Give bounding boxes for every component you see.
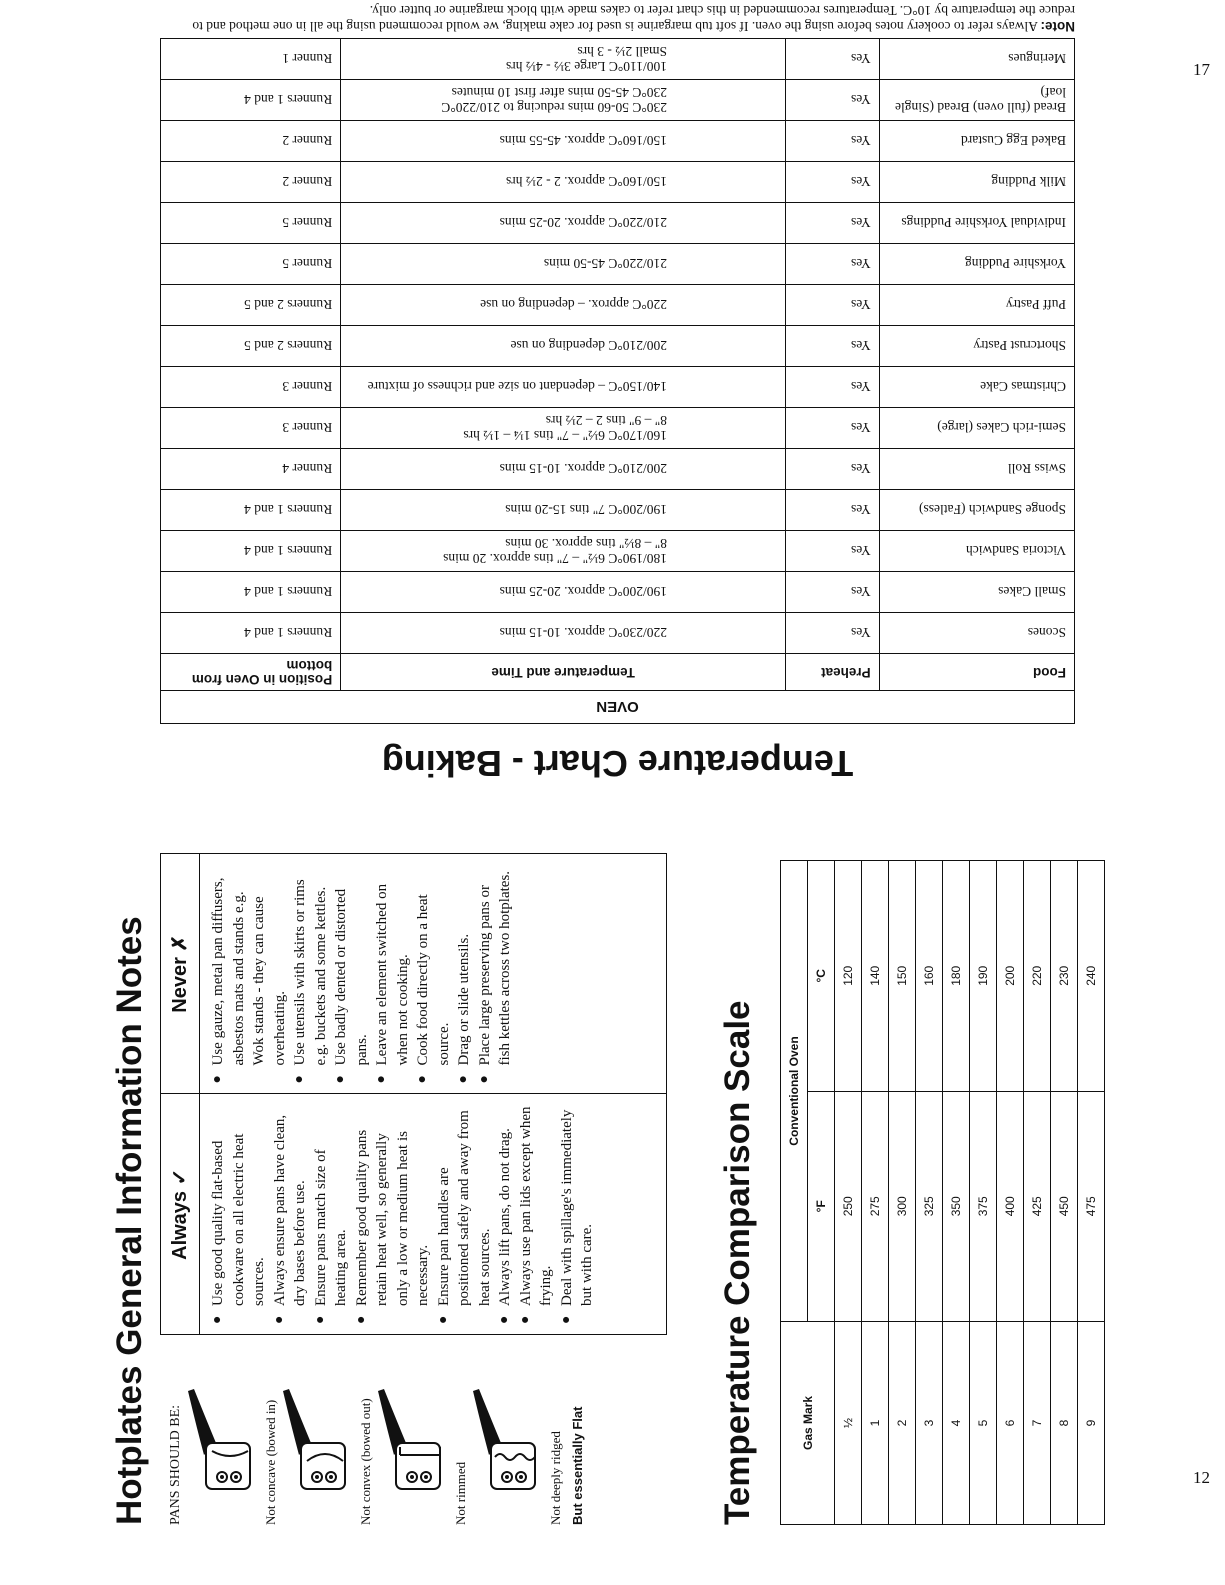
never-item: ● Use utensils with skirts or rims e.g. buckets and some kettles.: [290, 864, 331, 1084]
preheat-cell: Yes: [785, 449, 879, 490]
preheat-cell: Yes: [785, 203, 879, 244]
fahrenheit-cell: 250: [835, 1091, 862, 1321]
comparison-row: [1024, 861, 1051, 1525]
conventional-oven-header: Conventional Oven: [781, 861, 808, 1322]
baking-row: [161, 203, 1075, 244]
comparison-row: [1078, 861, 1105, 1525]
position-cell: Runners 1 and 4: [161, 80, 341, 121]
pan-example: [374, 1355, 469, 1525]
temp-time-line: 200/210°C approx. 10-15 mins: [499, 461, 667, 477]
preheat-cell: Yes: [785, 490, 879, 531]
never-item: ● Cook food directly on a heat source.: [413, 864, 454, 1084]
preheat-cell: Yes: [785, 285, 879, 326]
temp-time-cell: [341, 613, 786, 654]
temp-time-line: 8" – 9" tins 2 – 2½ hrs: [545, 413, 667, 428]
baking-row: [161, 572, 1075, 613]
food-cell: Sponge Sandwich (Fatless): [879, 490, 1074, 531]
position-cell: Runner 3: [161, 408, 341, 449]
temp-time-line: 190/200°C 7" tins 15-20 mins: [505, 502, 667, 518]
baking-row: [161, 449, 1075, 490]
baking-row: [161, 285, 1075, 326]
fahrenheit-cell: 425: [1024, 1091, 1051, 1321]
pan-example: [469, 1355, 564, 1525]
temp-time-cell: [341, 572, 786, 613]
temp-time-line: 150/160°C approx. 2 - 2½ hrs: [505, 174, 667, 190]
baking-table-body: [161, 39, 1075, 654]
temp-time-cell: [341, 326, 786, 367]
baking-row: [161, 162, 1075, 203]
fahrenheit-cell: 275: [862, 1091, 889, 1321]
temp-time-line: 140/150°C – dependant on size and richness of mixture: [367, 379, 667, 395]
never-header: Never ✗: [161, 854, 200, 1094]
position-cell: Runners 1 and 4: [161, 531, 341, 572]
food-cell: Individual Yorkshire Puddings: [879, 203, 1074, 244]
baking-row: [161, 80, 1075, 121]
preheat-cell: Yes: [785, 326, 879, 367]
temp-time-line: 220/230°C approx. 10-15 mins: [499, 625, 667, 641]
pan-face-icon: [281, 1385, 351, 1495]
temp-time-cell: [341, 39, 786, 80]
fahrenheit-cell: 350: [943, 1091, 970, 1321]
comparison-row: [970, 861, 997, 1525]
temp-time-line: 200/210°C depending on use: [510, 338, 667, 354]
food-cell: Meringues: [879, 39, 1074, 80]
food-cell: Yorkshire Pudding: [879, 244, 1074, 285]
food-cell: Shortcrust Pastry: [879, 326, 1074, 367]
comparison-row: [835, 861, 862, 1525]
position-cell: Runner 2: [161, 121, 341, 162]
baking-row: [161, 121, 1075, 162]
never-item: ● Use badly dented or distorted pans.: [331, 864, 372, 1084]
food-cell: Scones: [879, 613, 1074, 654]
fahrenheit-cell: 400: [997, 1091, 1024, 1321]
food-cell: Small Cakes: [879, 572, 1074, 613]
pans-illustrations: [160, 1340, 670, 1525]
temp-time-line: 160/170°C 6½" – 7" tins 1¼ – 1½ hrs: [463, 428, 667, 443]
comparison-row: [943, 861, 970, 1525]
food-cell: Baked Egg Custard: [879, 121, 1074, 162]
preheat-cell: Yes: [785, 39, 879, 80]
temp-time-cell: [341, 408, 786, 449]
gas-mark-cell: 3: [916, 1322, 943, 1525]
position-cell: Runners 1 and 4: [161, 572, 341, 613]
pans-header: PANS SHOULD BE:: [168, 1404, 183, 1525]
celsius-cell: 180: [943, 861, 970, 1092]
temp-time-cell: [341, 531, 786, 572]
gas-mark-cell: 9: [1078, 1322, 1105, 1525]
food-cell: Puff Pastry: [879, 285, 1074, 326]
page-number-bottom: 12: [1193, 1468, 1210, 1487]
comparison-row: [916, 861, 943, 1525]
note-text: Always refer to cookery notes before using the oven. If soft tub margarine is used for cake making, we would recommend using the all in one method and to reduce the temperature by 10°C. Temperatures recommended in this chart refer to cakes made with block margarine or butter only.: [192, 3, 1075, 34]
always-item: ● Remember good quality pans retain heat well, so generally only a low or medium heat is necessary.: [352, 1105, 434, 1325]
baking-row: [161, 490, 1075, 531]
always-column: [161, 1095, 666, 1335]
temp-time-cell: [341, 203, 786, 244]
position-cell: Runner 1: [161, 39, 341, 80]
baking-row: [161, 326, 1075, 367]
temp-time-cell: [341, 121, 786, 162]
pan-caption: Not convex (bowed out): [358, 1398, 373, 1525]
fahrenheit-cell: 375: [970, 1091, 997, 1321]
gas-mark-cell: 6: [997, 1322, 1024, 1525]
celsius-cell: 200: [997, 861, 1024, 1092]
gas-mark-cell: 4: [943, 1322, 970, 1525]
baking-row: [161, 531, 1075, 572]
food-cell: Bread (full oven) Bread (Single loaf): [879, 80, 1074, 121]
always-item: ● Ensure pan handles are positioned safely and away from heat sources.: [434, 1105, 496, 1325]
hotplates-section: [110, 845, 710, 1525]
pan-caption: Not deeply ridged: [548, 1431, 563, 1525]
position-cell: Runner 2: [161, 162, 341, 203]
preheat-cell: Yes: [785, 121, 879, 162]
celsius-cell: 160: [916, 861, 943, 1092]
baking-row: [161, 244, 1075, 285]
fahrenheit-cell: 475: [1078, 1091, 1105, 1321]
pan-face-icon: [471, 1385, 541, 1495]
food-cell: Victoria Sandwich: [879, 531, 1074, 572]
position-cell: Runner 5: [161, 203, 341, 244]
never-item: ● Leave an element switched on when not cooking.: [372, 864, 413, 1084]
preheat-cell: Yes: [785, 80, 879, 121]
position-cell: Runners 1 and 4: [161, 613, 341, 654]
pans-footer: But essentially Flat: [570, 1406, 585, 1525]
gas-mark-header: Gas Mark: [781, 1322, 835, 1525]
always-item: ● Always use pan lids except when frying.: [516, 1105, 557, 1325]
temp-time-line: 8" – 8½" tins approx. 30 mins: [505, 536, 667, 551]
comparison-row: [997, 861, 1024, 1525]
position-cell: Runner 4: [161, 449, 341, 490]
always-header: Always ✓: [161, 1095, 200, 1335]
position-cell: Runner 3: [161, 367, 341, 408]
baking-row: [161, 367, 1075, 408]
comparison-section: [718, 845, 1118, 1525]
position-cell: Runner 5: [161, 244, 341, 285]
hotplates-title: Hotplates General Information Notes: [110, 916, 149, 1525]
never-item: ● Drag or slide utensils.: [454, 864, 475, 1084]
fahrenheit-header: °F: [808, 1091, 835, 1321]
always-item: ● Use good quality flat-based cookware on all electric heat sources.: [208, 1105, 270, 1325]
comparison-row: [862, 861, 889, 1525]
fahrenheit-cell: 450: [1051, 1091, 1078, 1321]
gas-mark-cell: 5: [970, 1322, 997, 1525]
gas-mark-cell: 8: [1051, 1322, 1078, 1525]
preheat-cell: Yes: [785, 572, 879, 613]
temp-time-cell: [341, 490, 786, 531]
baking-table: [160, 38, 1075, 724]
gas-mark-cell: ½: [835, 1322, 862, 1525]
fahrenheit-cell: 300: [889, 1091, 916, 1321]
gas-mark-cell: 7: [1024, 1322, 1051, 1525]
temp-time-line: 100/110°C Large 3½ - 4½ hrs: [505, 59, 667, 74]
preheat-column-header: Preheat: [785, 654, 879, 691]
position-cell: Runners 1 and 4: [161, 490, 341, 531]
temp-time-line: 180/190°C 6½" – 7" tins approx. 20 mins: [443, 551, 667, 566]
celsius-cell: 120: [835, 861, 862, 1092]
note-label: Note:: [1040, 19, 1075, 34]
baking-row: [161, 613, 1075, 654]
never-item: ● Place large preserving pans or fish kettles across two hotplates.: [475, 864, 516, 1084]
fahrenheit-cell: 325: [916, 1091, 943, 1321]
baking-chart-section: [160, 3, 1075, 784]
baking-chart-title: Temperature Chart - Baking: [381, 743, 854, 784]
always-item: ● Always lift pans, do not drag.: [495, 1105, 516, 1325]
food-cell: Milk Pudding: [879, 162, 1074, 203]
temp-time-line: 190/200°C approx. 20-25 mins: [499, 584, 667, 600]
baking-note: [160, 2, 1075, 34]
temp-time-column-header: Temperature and Time: [341, 654, 786, 691]
never-list: [200, 854, 516, 1094]
temp-time-cell: [341, 80, 786, 121]
celsius-cell: 140: [862, 861, 889, 1092]
temp-time-cell: [341, 162, 786, 203]
temp-time-cell: [341, 367, 786, 408]
temp-time-line: 210/220°C 45-50 mins: [543, 256, 667, 272]
pan-caption: Not rimmed: [453, 1461, 468, 1525]
celsius-cell: 240: [1078, 861, 1105, 1092]
food-cell: Christmas Cake: [879, 367, 1074, 408]
position-cell: Runners 2 and 5: [161, 326, 341, 367]
always-item: ● Deal with spillage's immediately but with care.: [557, 1105, 598, 1325]
comparison-table: [780, 860, 1105, 1525]
pan-face-icon: [376, 1385, 446, 1495]
preheat-cell: Yes: [785, 162, 879, 203]
temp-time-line: 210/220°C approx. 20-25 mins: [499, 215, 667, 231]
oven-header: OVEN: [161, 691, 1075, 724]
comparison-row: [889, 861, 916, 1525]
temp-time-cell: [341, 449, 786, 490]
pan-example: [279, 1355, 374, 1525]
pan-face-icon: [186, 1385, 256, 1495]
never-item: ● Use gauze, metal pan diffusers, asbestos mats and stands e.g. Wok stands - they can cause overheating.: [208, 864, 290, 1084]
temp-time-line: 230°C 45-50 mins after first 10 minutes: [451, 85, 667, 100]
pan-caption: Not concave (bowed in): [263, 1399, 278, 1525]
position-cell: Runners 2 and 5: [161, 285, 341, 326]
celsius-cell: 230: [1051, 861, 1078, 1092]
temp-time-cell: [341, 244, 786, 285]
preheat-cell: Yes: [785, 613, 879, 654]
temp-time-cell: [341, 285, 786, 326]
temp-time-line: 150/160°C approx. 45-55 mins: [499, 133, 667, 149]
celsius-cell: 190: [970, 861, 997, 1092]
baking-row: [161, 408, 1075, 449]
pan-example: [184, 1355, 279, 1525]
gas-mark-cell: 2: [889, 1322, 916, 1525]
always-list: [200, 1095, 598, 1335]
comparison-row: [1051, 861, 1078, 1525]
food-column-header: Food: [879, 654, 1074, 691]
always-item: ● Ensure pans match size of heating area.: [311, 1105, 352, 1325]
comparison-title: Temperature Comparison Scale: [718, 1000, 757, 1525]
preheat-cell: Yes: [785, 244, 879, 285]
celsius-cell: 220: [1024, 861, 1051, 1092]
gas-mark-cell: 1: [862, 1322, 889, 1525]
temp-time-line: Small 2½ - 3 hrs: [577, 44, 667, 59]
page-number-top: 17: [1193, 60, 1210, 79]
food-cell: Semi-rich Cakes (large): [879, 408, 1074, 449]
always-never-table: [160, 853, 667, 1335]
never-column: [161, 854, 666, 1095]
preheat-cell: Yes: [785, 367, 879, 408]
baking-row: [161, 39, 1075, 80]
food-cell: Swiss Roll: [879, 449, 1074, 490]
celsius-header: °C: [808, 861, 835, 1092]
temp-time-line: 230°C 50-60 mins reducing to 210/220°C: [441, 100, 667, 115]
position-column-header: Position in Oven from bottom: [161, 654, 341, 691]
preheat-cell: Yes: [785, 408, 879, 449]
celsius-cell: 150: [889, 861, 916, 1092]
preheat-cell: Yes: [785, 531, 879, 572]
always-item: ● Always ensure pans have clean, dry bases before use.: [270, 1105, 311, 1325]
comparison-table-body: [835, 861, 1105, 1525]
temp-time-line: 220°C approx. – depending on use: [480, 297, 667, 313]
